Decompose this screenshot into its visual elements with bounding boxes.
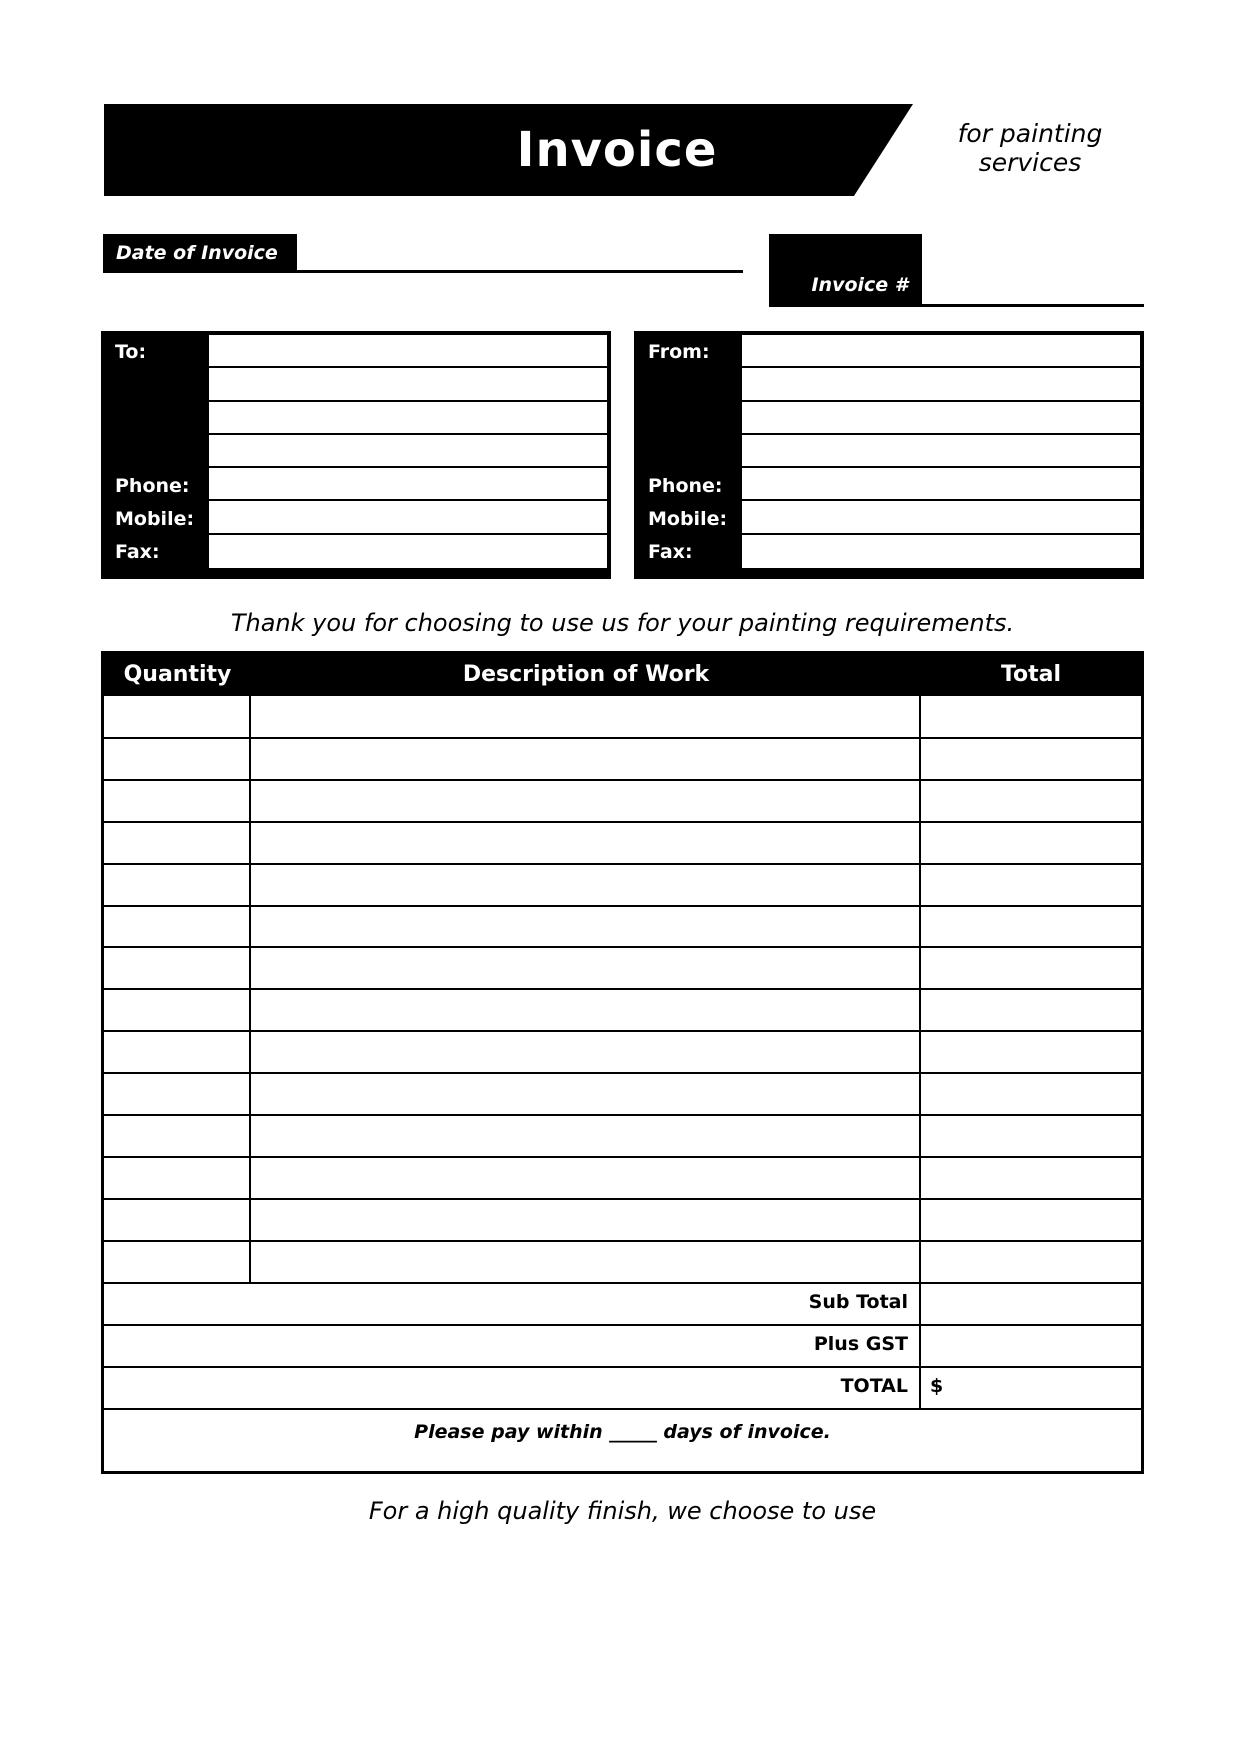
- to-address-line-1[interactable]: [209, 335, 607, 368]
- total-cell[interactable]: [921, 781, 1141, 820]
- invoice-number-label: Invoice #: [769, 234, 922, 307]
- page-title: Invoice: [516, 122, 718, 178]
- total-cell[interactable]: [921, 739, 1141, 778]
- quantity-cell[interactable]: [104, 781, 249, 820]
- description-cell[interactable]: [251, 948, 919, 987]
- to-phone-label: Phone:: [115, 475, 190, 497]
- description-cell[interactable]: [251, 907, 919, 946]
- total-cell[interactable]: [921, 1116, 1141, 1155]
- to-fax-label: Fax:: [115, 541, 160, 563]
- total-cell[interactable]: [921, 1158, 1141, 1197]
- from-phone-label: Phone:: [648, 475, 723, 497]
- total-value-cell[interactable]: [921, 1368, 1141, 1407]
- total-cell[interactable]: [921, 1032, 1141, 1071]
- total-cell[interactable]: [921, 990, 1141, 1029]
- from-mobile-field[interactable]: [742, 501, 1140, 534]
- total-cell[interactable]: [921, 948, 1141, 987]
- total-cell[interactable]: [921, 1242, 1141, 1281]
- description-cell[interactable]: [251, 1116, 919, 1155]
- total-cell[interactable]: [921, 697, 1141, 736]
- quantity-cell[interactable]: [104, 907, 249, 946]
- column-header-total: Total: [1000, 662, 1062, 687]
- quantity-cell[interactable]: [104, 1242, 249, 1281]
- total-label: TOTAL: [840, 1375, 908, 1397]
- to-address-line-4[interactable]: [209, 435, 607, 468]
- invoice-number-field[interactable]: [922, 304, 1144, 307]
- from-address-line-1[interactable]: [742, 335, 1140, 368]
- description-cell[interactable]: [251, 1200, 919, 1239]
- quantity-cell[interactable]: [104, 990, 249, 1029]
- total-cell[interactable]: [921, 1200, 1141, 1239]
- description-cell[interactable]: [251, 990, 919, 1029]
- footer-message: For a high quality finish, we choose to use: [368, 1497, 877, 1525]
- gst-label: Plus GST: [813, 1333, 908, 1355]
- total-cell[interactable]: [921, 907, 1141, 946]
- total-currency-symbol: $: [930, 1375, 944, 1397]
- quantity-cell[interactable]: [104, 1032, 249, 1071]
- table-header: [104, 654, 1141, 696]
- quantity-cell[interactable]: [104, 1116, 249, 1155]
- total-cell[interactable]: [921, 823, 1141, 862]
- to-mobile-field[interactable]: [209, 501, 607, 534]
- description-cell[interactable]: [251, 1032, 919, 1071]
- quantity-cell[interactable]: [104, 739, 249, 778]
- quantity-cell[interactable]: [104, 1074, 249, 1113]
- from-mobile-label: Mobile:: [648, 508, 728, 530]
- description-cell[interactable]: [251, 697, 919, 736]
- total-cell[interactable]: [921, 865, 1141, 904]
- from-fax-field[interactable]: [742, 535, 1140, 568]
- from-address-line-4[interactable]: [742, 435, 1140, 468]
- to-address-box: [101, 331, 611, 579]
- date-of-invoice-field[interactable]: [297, 270, 743, 273]
- subtitle: [930, 119, 1130, 177]
- column-header-description: Description of Work: [462, 662, 710, 687]
- from-address-box: [634, 331, 1144, 579]
- quantity-cell[interactable]: [104, 948, 249, 987]
- subtotal-label: Sub Total: [808, 1291, 908, 1313]
- to-address-line-2[interactable]: [209, 368, 607, 401]
- quantity-cell[interactable]: [104, 697, 249, 736]
- row-divider: [104, 1408, 1141, 1410]
- to-phone-field[interactable]: [209, 468, 607, 501]
- from-address-line-2[interactable]: [742, 368, 1140, 401]
- subtitle-line-2: services: [978, 148, 1082, 177]
- to-fax-field[interactable]: [209, 535, 607, 568]
- description-cell[interactable]: [251, 781, 919, 820]
- total-cell[interactable]: [921, 1074, 1141, 1113]
- quantity-cell[interactable]: [104, 1200, 249, 1239]
- description-cell[interactable]: [251, 823, 919, 862]
- subtitle-line-1: for painting: [957, 119, 1103, 148]
- from-phone-field[interactable]: [742, 468, 1140, 501]
- description-cell[interactable]: [251, 739, 919, 778]
- to-address-line-3[interactable]: [209, 402, 607, 435]
- payment-terms-note: Please pay within _____ days of invoice.: [414, 1421, 831, 1443]
- from-fax-label: Fax:: [648, 541, 693, 563]
- quantity-cell[interactable]: [104, 1158, 249, 1197]
- from-label: From:: [648, 341, 710, 363]
- subtotal-value-cell[interactable]: [921, 1284, 1141, 1323]
- description-cell[interactable]: [251, 1242, 919, 1281]
- column-header-quantity: Quantity: [123, 662, 232, 687]
- to-label: To:: [115, 341, 147, 363]
- description-cell[interactable]: [251, 1074, 919, 1113]
- from-address-line-3[interactable]: [742, 402, 1140, 435]
- thank-you-message: Thank you for choosing to use us for your painting requirements.: [230, 609, 1015, 637]
- date-of-invoice-label: Date of Invoice: [103, 234, 297, 273]
- from-fields: [742, 335, 1140, 568]
- work-table: [101, 651, 1144, 1474]
- quantity-cell[interactable]: [104, 823, 249, 862]
- gst-value-cell[interactable]: [921, 1326, 1141, 1365]
- description-cell[interactable]: [251, 1158, 919, 1197]
- to-mobile-label: Mobile:: [115, 508, 195, 530]
- to-fields: [209, 335, 607, 568]
- description-cell[interactable]: [251, 865, 919, 904]
- quantity-cell[interactable]: [104, 865, 249, 904]
